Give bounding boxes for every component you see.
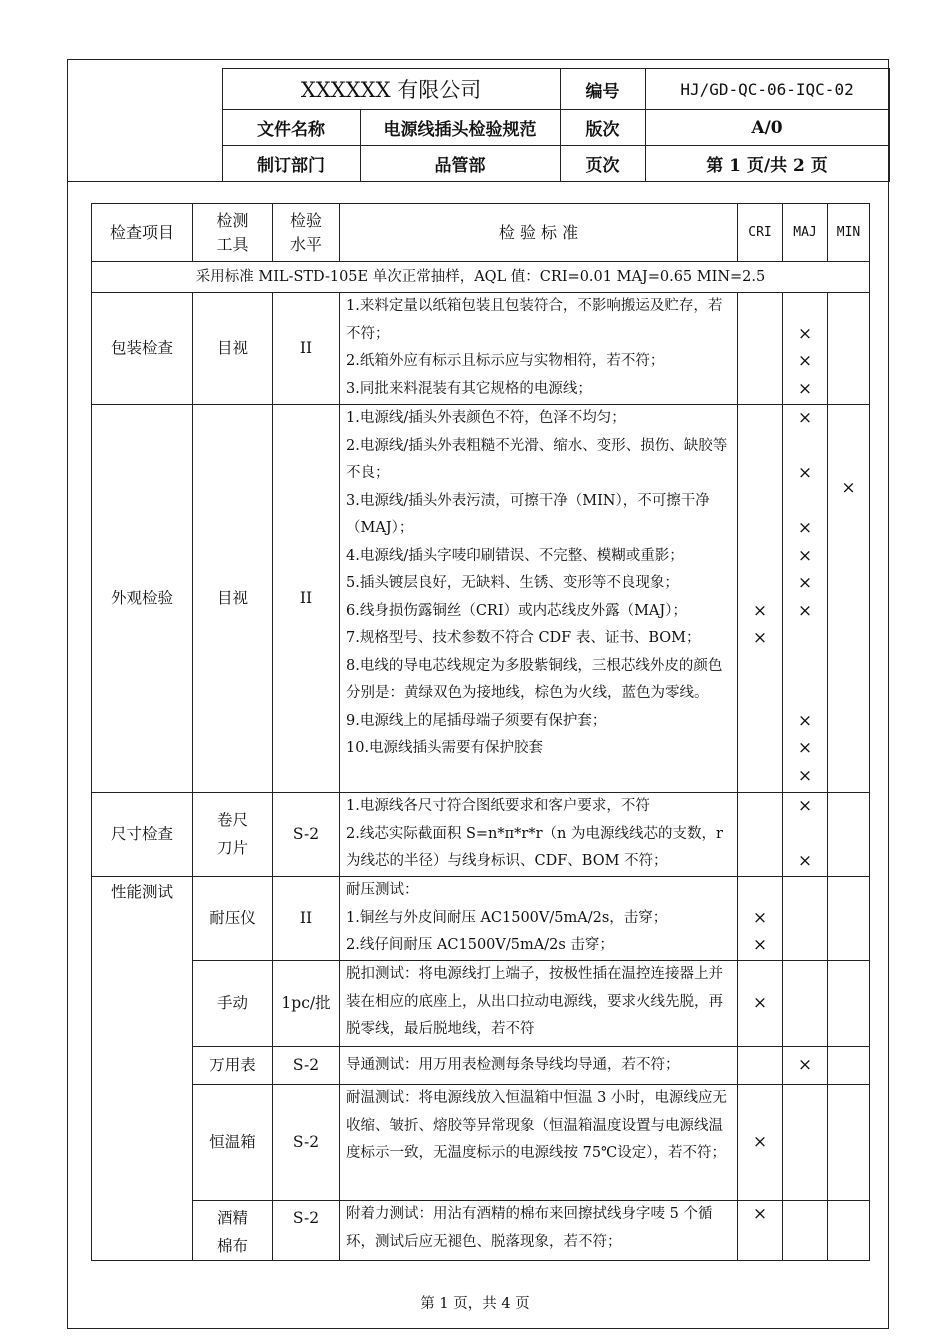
standard-line: 1.电源线/插头外表颜色不符，色泽不均匀； [346,410,626,426]
table-row [92,405,870,793]
item-cell: 外观检验 [92,405,193,793]
standard-cell [340,293,738,405]
level-cell: II [273,877,340,961]
page-label: 页次 [560,146,645,182]
standard-line: 附着力测试：用沾有酒精的棉布来回擦拭线身字唛 5 个循环，测试后应无褪色、脱落现象，若不符； [346,1206,713,1250]
standard-line: 1.铜丝与外皮间耐压 AC1500V/5mA/2s，击穿； [346,909,668,926]
mark: × [752,907,768,928]
dept-value: 品管部 [360,146,560,182]
standard-line: 10.电源线插头需要有保护胶套 [346,740,544,756]
item-cell: 包装检查 [92,293,193,405]
mark: × [841,477,856,498]
document-header [68,68,890,182]
item-cell: 性能测试 [92,877,193,1261]
sampling-note: 采用标准 MIL-STD-105E 单次正常抽样，AQL 值：CRI=0.01 MAJ=0.65 MIN=2.5 [92,262,870,293]
mark: × [752,992,768,1013]
cri-cell [738,1201,783,1261]
mark: × [797,573,813,593]
standard-line: 4.电源线/插头字唛印刷错误、不完整、模糊或重影； [346,547,684,564]
level-cell: 1pc/批 [273,961,340,1047]
table-row [92,293,870,405]
standard-line: 5.插头镀层良好，无缺料、生锈、变形等不良现象； [346,575,679,591]
standard-cell [340,1201,738,1261]
standard-line: 耐压测试： [346,882,419,898]
col-level: 检验 水平 [273,204,340,262]
min-cell [828,961,870,1047]
table-row [92,793,870,877]
mark: × [797,796,813,816]
cri-cell [738,877,783,961]
maj-cell [783,793,828,877]
level-cell: S-2 [273,1085,340,1201]
standard-cell [340,793,738,877]
tool-cell: 卷尺 刀片 [193,793,273,877]
mark: × [797,600,813,621]
standard-line: 9.电源线上的尾插母端子须要有保护套； [346,712,607,729]
tool-cell: 恒温箱 [193,1085,273,1201]
cri-cell [738,1047,783,1085]
mark: × [752,1204,768,1224]
level-cell: S-2 [273,1047,340,1085]
tool-cell: 目视 [193,293,273,405]
mark: × [752,1131,768,1152]
tool-cell: 手动 [193,961,273,1047]
min-cell [828,1201,870,1261]
level-cell: S-2 [273,793,340,877]
maj-cell [783,405,828,793]
inspection-table [91,203,870,1261]
docname-value: 电源线插头检验规范 [360,110,560,146]
col-tool: 检测 工具 [193,204,273,262]
col-item: 检查项目 [92,204,193,262]
mark: × [797,408,813,428]
logo-area [68,69,222,182]
standard-line: 7.规格型号、技术参数不符合 CDF 表、证书、BOM； [346,630,701,646]
tool-cell: 酒精 棉布 [193,1201,273,1261]
version-label: 版次 [560,110,645,146]
level-cell: S-2 [273,1201,340,1261]
mark: × [797,518,813,538]
min-cell [828,405,870,793]
standard-line: 8.电线的导电芯线规定为多股紫铜线，三根芯线外皮的颜色分别是：黄绿双色为接地线，棕色为火线，蓝色为零线。 [346,657,723,701]
cri-cell [738,961,783,1047]
maj-cell [783,1201,828,1261]
page-footer: 第 1 页，共 4 页 [420,1296,530,1312]
standard-line: 3.电源线/插头外表污渍，可擦干净（MIN），不可擦干净（MAJ）； [346,492,710,536]
mark: × [797,851,813,871]
cri-cell [738,1085,783,1201]
code-label: 编号 [560,69,645,110]
company-name: XXXXXX 有限公司 [222,69,560,110]
mark: × [797,463,813,483]
maj-cell [783,961,828,1047]
standard-line: 3.同批来料混装有其它规格的电源线； [346,380,592,397]
standard-line: 导通测试：用万用表检测每条导线均导通，若不符； [346,1056,680,1073]
tool-cell: 万用表 [193,1047,273,1085]
code-value: HJ/GD-QC-06-IQC-02 [645,69,889,110]
mark: × [797,738,813,758]
col-cri: CRI [738,204,783,262]
table-row [92,877,870,961]
min-cell [828,793,870,877]
dept-label: 制订部门 [222,146,360,182]
cri-cell [738,293,783,405]
page-value: 第 1 页/共 2 页 [645,146,889,182]
tool-cell: 目视 [193,405,273,793]
maj-cell [783,1085,828,1201]
standard-line: 1.来料定量以纸箱包装且包装符合，不影响搬运及贮存，若不符； [346,298,723,342]
table-row [92,1047,870,1085]
min-cell [828,293,870,405]
standard-cell [340,961,738,1047]
mark: × [797,765,813,786]
mark: × [752,628,768,648]
standard-line: 6.线身损伤露铜丝（CRI）或内芯线皮外露（MAJ）； [346,602,687,619]
mark: × [797,378,813,399]
standard-line: 2.线仔间耐压 AC1500V/5mA/2s 击穿； [346,937,614,953]
docname-label: 文件名称 [222,110,360,146]
standard-line: 脱扣测试：将电源线打上端子，按极性插在温控连接器上并装在相应的底座上，从出口拉动电源线，要求火线先脱，再脱零线，最后脱地线，若不符 [346,966,723,1037]
table-row [92,1085,870,1201]
mark: × [797,351,813,371]
mark: × [797,1054,813,1075]
mark: × [752,935,768,955]
mark: × [752,600,768,621]
col-standard: 检 验 标 准 [340,204,738,262]
table-row [92,961,870,1047]
mark: × [797,323,813,344]
min-cell [828,1085,870,1201]
tool-cell: 耐压仪 [193,877,273,961]
standard-line: 耐温测试：将电源线放入恒温箱中恒温 3 小时，电源线应无收缩、皱折、熔胶等异常现象（恒温箱温度设置与电源线温度标示一致，无温度标示的电源线按 75℃设定），若不符； [346,1090,727,1161]
cri-cell [738,793,783,877]
item-cell: 尺寸检查 [92,793,193,877]
standard-line: 1.电源线各尺寸符合图纸要求和客户要求，不符 [346,798,650,814]
standard-cell [340,1085,738,1201]
col-min: MIN [828,204,870,262]
standard-cell [340,405,738,793]
standard-line: 2.电源线/插头外表粗糙不光滑、缩水、变形、损伤、缺胶等不良； [346,437,728,481]
standard-line: 2.线芯实际截面积 S=n*π*r*r（n 为电源线线芯的支数，r 为线芯的半径）与线身标识、CDF、BOM 不符； [346,825,723,869]
maj-cell [783,1047,828,1085]
version-value: A/0 [645,110,889,146]
table-row [92,1201,870,1261]
standard-cell [340,877,738,961]
col-maj: MAJ [783,204,828,262]
min-cell [828,877,870,961]
cri-cell [738,405,783,793]
maj-cell [783,877,828,961]
maj-cell [783,293,828,405]
mark: × [797,545,813,566]
mark: × [797,710,813,731]
standard-cell [340,1047,738,1085]
level-cell: II [273,405,340,793]
standard-line: 2.纸箱外应有标示且标示应与实物相符，若不符； [346,353,665,369]
min-cell [828,1047,870,1085]
level-cell: II [273,293,340,405]
